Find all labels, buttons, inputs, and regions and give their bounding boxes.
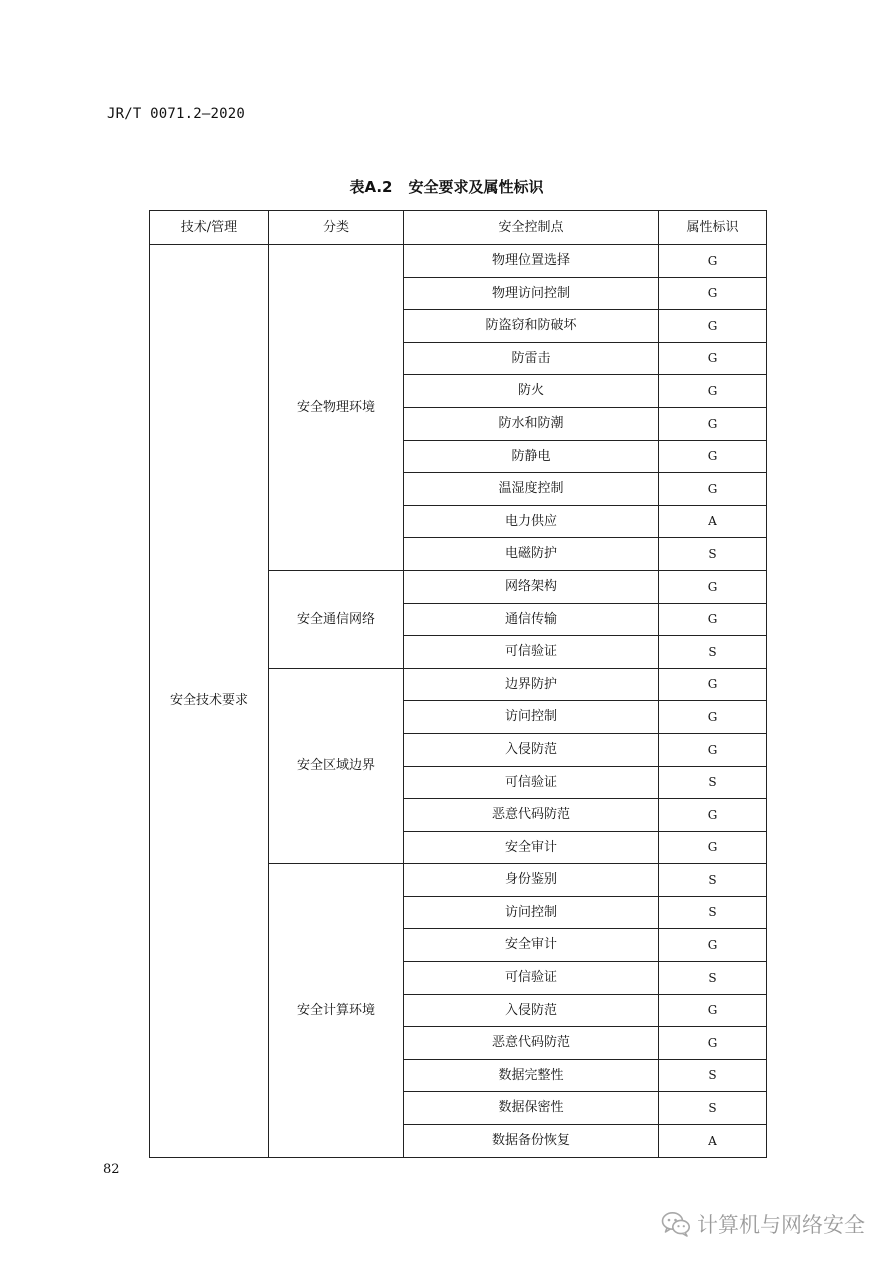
table-header-row bbox=[150, 211, 767, 245]
control-point-cell: 通信传输 bbox=[404, 603, 659, 636]
table-caption bbox=[0, 176, 893, 197]
attribute-cell: S bbox=[659, 1059, 767, 1092]
control-point-cell: 访问控制 bbox=[404, 896, 659, 929]
table-title: 安全要求及属性标识 bbox=[408, 178, 544, 196]
table-row bbox=[150, 245, 767, 278]
control-point-cell: 恶意代码防范 bbox=[404, 1027, 659, 1060]
attribute-cell: G bbox=[659, 407, 767, 440]
control-point-cell: 数据备份恢复 bbox=[404, 1125, 659, 1158]
attribute-cell: G bbox=[659, 831, 767, 864]
attribute-cell: S bbox=[659, 538, 767, 571]
attribute-cell: G bbox=[659, 277, 767, 310]
attribute-cell: G bbox=[659, 375, 767, 408]
control-point-cell: 物理访问控制 bbox=[404, 277, 659, 310]
watermark-text: 计算机与网络安全 bbox=[697, 1213, 865, 1237]
control-point-cell: 身份鉴别 bbox=[404, 864, 659, 897]
watermark bbox=[661, 1209, 865, 1239]
control-point-cell: 数据完整性 bbox=[404, 1059, 659, 1092]
attribute-cell: G bbox=[659, 1027, 767, 1060]
group-cell: 安全物理环境 bbox=[269, 245, 404, 571]
control-point-cell: 安全审计 bbox=[404, 831, 659, 864]
attribute-cell: A bbox=[659, 1125, 767, 1158]
attribute-cell: G bbox=[659, 310, 767, 343]
control-point-cell: 入侵防范 bbox=[404, 733, 659, 766]
control-point-cell: 网络架构 bbox=[404, 570, 659, 603]
document-id: JR/T 0071.2—2020 bbox=[107, 106, 246, 122]
attribute-cell: G bbox=[659, 603, 767, 636]
control-point-cell: 可信验证 bbox=[404, 766, 659, 799]
attribute-cell: G bbox=[659, 473, 767, 506]
attribute-cell: S bbox=[659, 636, 767, 669]
control-point-cell: 防盗窃和防破坏 bbox=[404, 310, 659, 343]
attribute-cell: G bbox=[659, 799, 767, 832]
control-point-cell: 电磁防护 bbox=[404, 538, 659, 571]
attribute-cell: S bbox=[659, 962, 767, 995]
control-point-cell: 电力供应 bbox=[404, 505, 659, 538]
control-point-cell: 物理位置选择 bbox=[404, 245, 659, 278]
control-point-cell: 防静电 bbox=[404, 440, 659, 473]
attribute-cell: G bbox=[659, 245, 767, 278]
control-point-cell: 数据保密性 bbox=[404, 1092, 659, 1125]
control-point-cell: 恶意代码防范 bbox=[404, 799, 659, 832]
control-point-cell: 温湿度控制 bbox=[404, 473, 659, 506]
control-point-cell: 入侵防范 bbox=[404, 994, 659, 1027]
attribute-cell: G bbox=[659, 733, 767, 766]
attribute-cell: G bbox=[659, 570, 767, 603]
control-point-cell: 安全审计 bbox=[404, 929, 659, 962]
column-header-category: 分类 bbox=[269, 211, 404, 245]
table-number: 表A.2 bbox=[349, 178, 393, 196]
attribute-cell: G bbox=[659, 342, 767, 375]
attribute-cell: S bbox=[659, 896, 767, 929]
attribute-cell: G bbox=[659, 929, 767, 962]
column-header-attribute: 属性标识 bbox=[659, 211, 767, 245]
table-body bbox=[150, 245, 767, 1158]
control-point-cell: 可信验证 bbox=[404, 962, 659, 995]
attribute-cell: S bbox=[659, 864, 767, 897]
control-point-cell: 边界防护 bbox=[404, 668, 659, 701]
attribute-cell: G bbox=[659, 701, 767, 734]
attribute-cell: G bbox=[659, 994, 767, 1027]
column-header-type: 技术/管理 bbox=[150, 211, 269, 245]
page-number: 82 bbox=[103, 1162, 120, 1177]
category-cell: 安全技术要求 bbox=[150, 245, 269, 1158]
attribute-cell: S bbox=[659, 766, 767, 799]
attribute-cell: G bbox=[659, 440, 767, 473]
group-cell: 安全计算环境 bbox=[269, 864, 404, 1157]
control-point-cell: 防水和防潮 bbox=[404, 407, 659, 440]
control-point-cell: 防火 bbox=[404, 375, 659, 408]
control-point-cell: 防雷击 bbox=[404, 342, 659, 375]
group-cell: 安全区域边界 bbox=[269, 668, 404, 864]
group-cell: 安全通信网络 bbox=[269, 570, 404, 668]
attribute-cell: A bbox=[659, 505, 767, 538]
control-point-cell: 访问控制 bbox=[404, 701, 659, 734]
wechat-icon bbox=[661, 1211, 691, 1237]
attribute-cell: G bbox=[659, 668, 767, 701]
column-header-control-point: 安全控制点 bbox=[404, 211, 659, 245]
control-point-cell: 可信验证 bbox=[404, 636, 659, 669]
attribute-cell: S bbox=[659, 1092, 767, 1125]
security-requirements-table bbox=[149, 210, 767, 1158]
